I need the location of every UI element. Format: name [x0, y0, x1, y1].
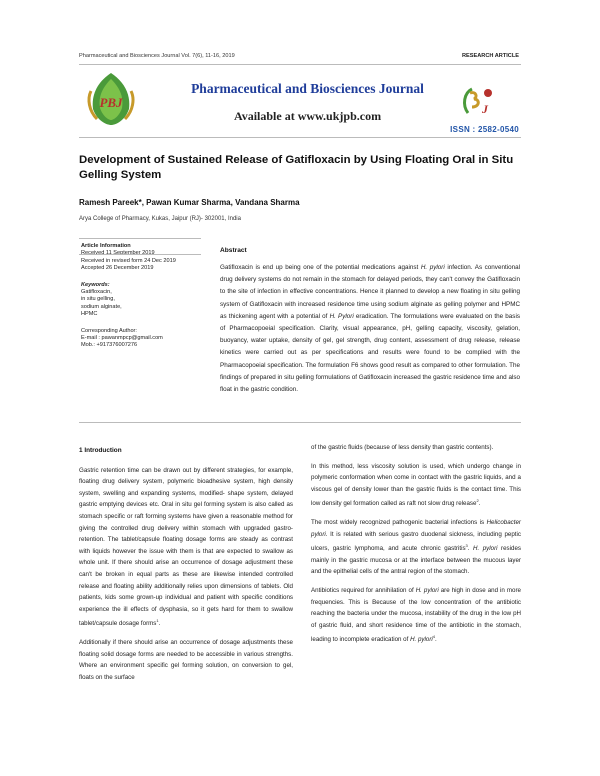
paragraph: In this method, less viscosity solution is used, which undergo change in polymeric conformation when come in contact with the gastric liquids, and a viscous gel of density lower than the gastric fluids is the contact time. This low density gel formation called as raft not slow drug release$^2$. [311, 462, 521, 508]
svg-text:PBJ: PBJ [99, 95, 123, 110]
masthead-divider [79, 137, 521, 138]
info-heading-divider [79, 254, 201, 255]
paragraph: Gastric retention time can be drawn out by different strategies, for example, floating drug delivery system, polymeric bioadhesive system, high density system, swelling and expanding systems, modified- shape system, delayed gastric emptying devices etc. Oral in situ gel forming system is also called as stomach specific or raft forming systems have given a reasonable method for giving the controlled drug delivery within stomach with upgraded gastro-retention. The tablet/capsule floating dosage forms are steady as contrast with liquids however the issue with them is that are expected to swallow as whole unit. If there should arise an occurrence of dosage adjustment these can't be broken in equal parts as these are likewise intended controlled release and floating ability additionally relies upon dimensions of tablets. Old patients, kids some grown-up individual and patient with specific conditions experience the ill effects of dysphasia, so it gets hard for them to swallow tablet/capsule dosage forms$^1$. [79, 466, 293, 628]
italic-term: H. pylori [410, 636, 433, 644]
corresponding-mobile: Mob.: +917376007276 [81, 342, 138, 349]
body-column-right [311, 442, 521, 653]
paragraph-text: Antibiotics required for annihilation of [311, 587, 416, 595]
article-affiliation: Arya College of Pharmacy, Kukas, Jaipur (RJ)- 302001, India [79, 216, 241, 222]
abstract-italic: H. pylori [420, 264, 445, 271]
article-info [81, 243, 199, 350]
paragraph-text: Gastric retention time can be drawn out by different strategies, for example, floating drug delivery system, polymeric bioadhesive system, high density system, swelling and expanding systems, modified- shape system, delayed gastric emptying devices etc. Oral in situ gel forming system is also called as stomach specific or raft forming systems have given a reasonable method for giving the controlled drug delivery within stomach with upgraded gastro-retention. The tablet/capsule floating dosage forms are steady as contrast with liquids however the issue with them is that are expected to swallow as whole unit. If there should arise an occurrence of dosage adjustment these can't be broken in equal parts as these are likewise intended controlled release and floating ability additionally relies upon dimensions of tablets. Old patients, kids some grown-up individual and patient with specific conditions experience the ill effects of dysphasia, so it gets hard for them to swallow tablet/capsule dosage forms [79, 466, 293, 628]
abstract-italic: H. Pylori [329, 312, 354, 320]
abstract-part: infection. As conventional drug delivery systems do not remain in the stomach for delayed periods, they can't convey the Gatifloxacin to the site of infection in effective concentrations. Hence it planned to develop a new floating in situ gelling system of Gatifloxacin with increased residence time using sodium alginate as gelling polymer and HPMC as thickening agent with a potential of [220, 264, 521, 320]
journal-citation: Pharmaceutical and Biosciences Journal Vol. 7(6), 11-16, 2019 [79, 53, 235, 59]
italic-term: H. pylori [415, 587, 439, 595]
abstract-heading: Abstract [220, 247, 247, 254]
svg-text:J: J [482, 102, 488, 116]
italic-term: Helicobacter pylori [311, 519, 521, 538]
article-title: Development of Sustained Release of Gatifloxacin by Using Floating Oral in Situ Gelling System [79, 154, 514, 181]
corresponding-email: E-mail : pawanmpcp@gmail.com [81, 335, 163, 342]
reference-marker: 1 [156, 618, 159, 624]
paragraph [311, 442, 521, 454]
paragraph [79, 637, 293, 683]
body-column-left [79, 445, 293, 690]
corresponding-heading: Corresponding Author: [81, 327, 137, 334]
paragraph [311, 517, 521, 578]
article-authors: Ramesh Pareek*, Pawan Kumar Sharma, Vandana Sharma [79, 198, 300, 207]
paragraph [311, 585, 521, 646]
paragraph-text: In this method, less viscosity solution is used, which undergo change in polymeric conformation when come in contact with the gastric liquids, and a viscous gel of density lower than the gastric fluids is the contact time. This low density gel formation called as raft not slow drug release [311, 462, 521, 508]
keyword: HPMC [81, 311, 98, 318]
journal-availability: Available at www.ukjpb.com [233, 109, 382, 123]
abstract-part: Gatifloxacin is end up being one of the potential medications against [220, 264, 421, 271]
journal-name: Pharmaceutical and Biosciences Journal [191, 81, 424, 96]
abstract-bottom-divider [79, 422, 521, 423]
info-accepted: Accepted 26 December 2019 [81, 265, 154, 272]
reference-marker: 3 [465, 543, 468, 549]
section-heading-introduction: 1 Introduction [79, 447, 122, 454]
paragraph-text: resides mainly in the gastric mucosa or at the interface between the mucous layer and the epithelial cells of the antral region of the stomach. [311, 545, 521, 576]
italic-term: H. pylori [473, 545, 498, 553]
journal-logo-left [83, 69, 139, 129]
paragraph-text: . [435, 636, 437, 644]
paragraph-text: The most widely recognized pathogenic bacterial infections is [311, 519, 487, 527]
article-type: RESEARCH ARTICLE [462, 53, 519, 59]
journal-logo-right [458, 83, 498, 119]
keyword: sodium alginate, [81, 303, 122, 310]
reference-marker: 2 [476, 498, 479, 504]
paragraph-text: are high in dose and in more frequencies. This is Because of the low concentration of the antibiotic reaching the bacteria under the mucosa, instability of the drug in the low pH of gastric fluid, and short residence time of the antibiotic in the stomach, leading to incomplete eradication of [311, 587, 521, 644]
info-revised: Received in revised form 24 Dec 2019 [81, 257, 176, 264]
paragraph-text: . It is related with serious gastro duodenal sickness, including peptic ulcers, gastric lymphoma, and acute chronic gastritis [311, 530, 521, 553]
paragraph-text: of the gastric fluids (because of less density than gastric contents). [311, 444, 494, 451]
info-top-divider [79, 238, 201, 239]
paragraph-text: . [467, 545, 474, 553]
abstract-part: eradication. The formulations were evaluated on the basis of Pharmacopoeial specification. Clarity, visual appearance, pH, gelling capacity, viscosity, gelation, buoyancy, water uptake, density of gel, gel strength, drug content, assessment of drug release, release kinetics were carried out as per specifications and results were found to be complied with the Pharmacopoeial specification. The formulation F6 shows good result as compared to other formulation. The findings of prepared in situ gelling formulations of Gatifloxacin increased the gastric residence time and also float in the gastric condition. [220, 312, 520, 394]
keyword: in situ gelling, [81, 296, 115, 303]
keyword: Gatifloxacin, [81, 289, 112, 296]
header-divider [79, 64, 521, 65]
reference-marker: 4 [432, 634, 436, 640]
paragraph-text: Additionally if there should arise an occurrence of dosage adjustments these floating solid dosage forms are needed to be accessible in various strengths. Where an environment specific gel forming solution, on conversion to gel, floats on the surface [79, 638, 293, 681]
journal-issn: ISSN : 2582-0540 [450, 125, 519, 134]
info-heading: Article Information [81, 243, 131, 249]
abstract-text [220, 262, 520, 396]
keywords-heading: Keywords: [81, 281, 110, 288]
